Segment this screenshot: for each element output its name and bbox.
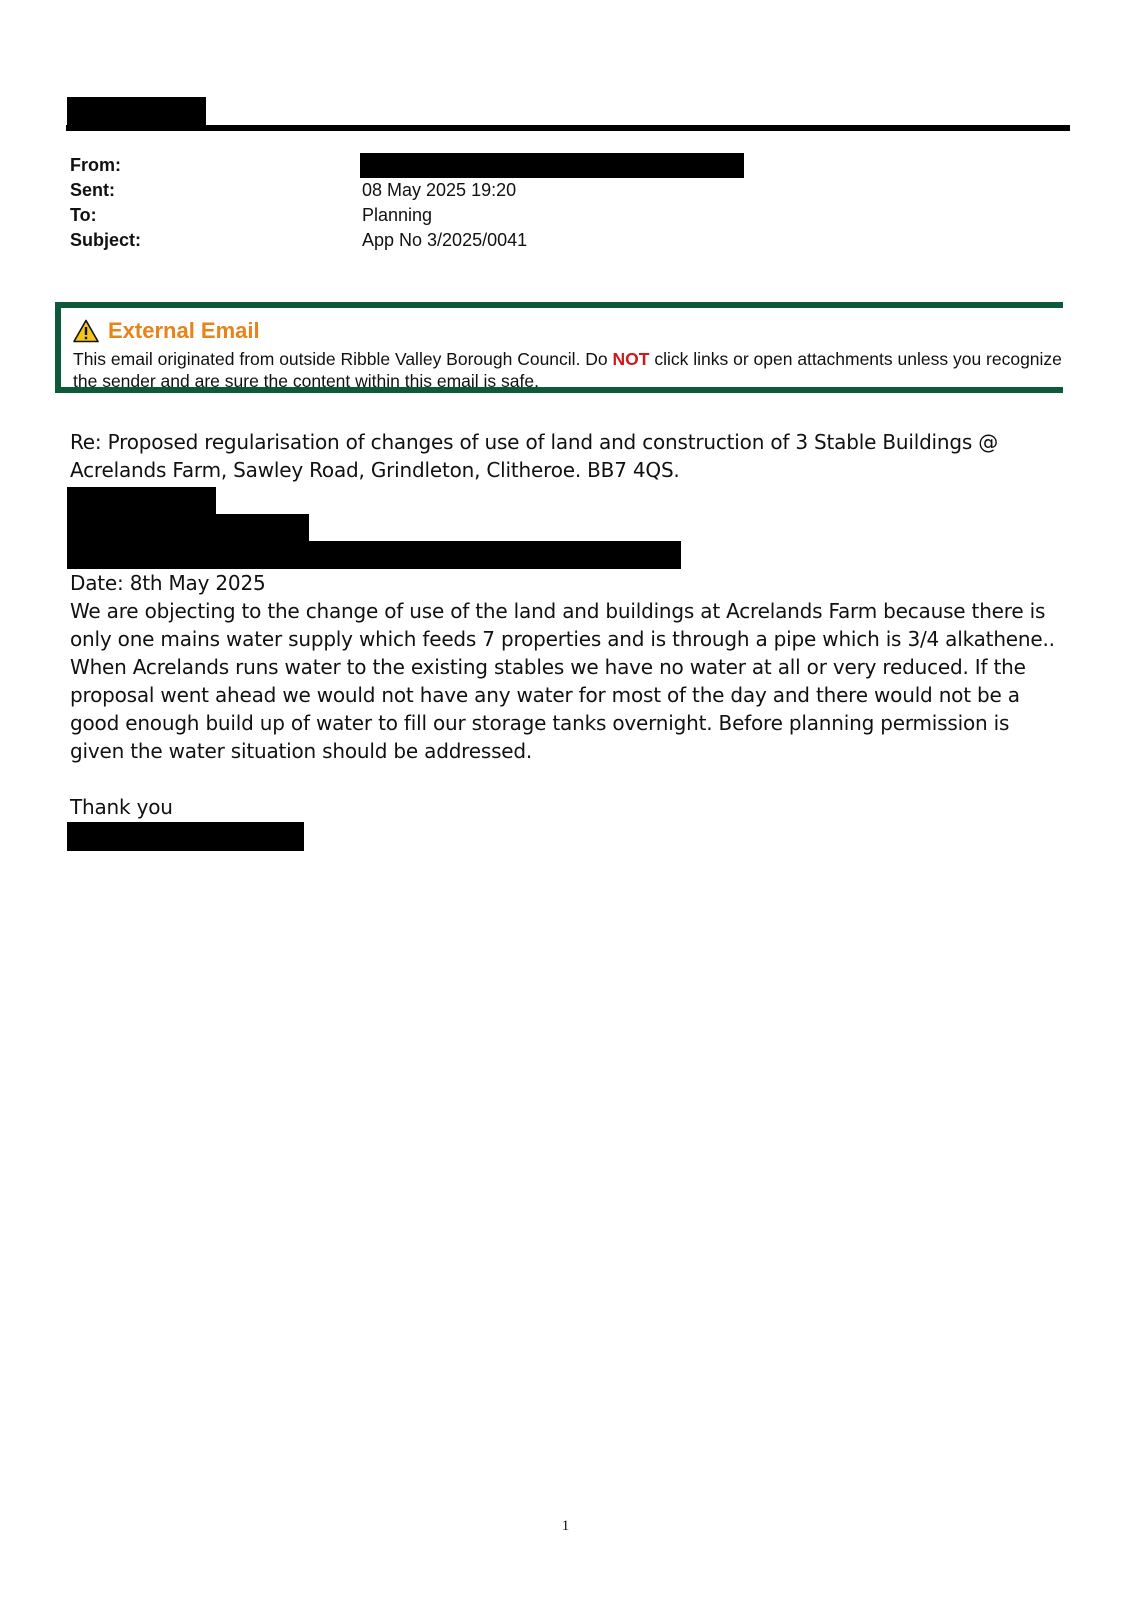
banner-title-row [73, 318, 260, 344]
date-line: Date: 8th May 2025 [70, 571, 266, 595]
redacted-address-line-2 [67, 514, 309, 541]
redacted-from-value [360, 153, 744, 178]
from-label: From: [70, 155, 121, 175]
banner-text-after: click links or open attachments unless you recognize the sender and are sure the content within this email is safe. [73, 349, 1062, 391]
banner-title: External Email [108, 318, 260, 343]
banner-text [73, 348, 1063, 392]
objection-paragraph: We are objecting to the change of use of the land and buildings at Acrelands Farm because there is only one mains water supply which feeds 7 properties and is through a pipe which is 3/4 alkathene.. When Acrelands runs water to the existing stables we have no water at all or very reduced. If the proposal went ahead we would not have any water for most of the day and there would not be a good enough build up of water to fill our storage tanks overnight. Before planning permission is given the water situation should be addressed. [70, 599, 1055, 763]
redacted-header-name [67, 97, 206, 127]
closing-line: Thank you [70, 795, 173, 819]
subject-label: Subject: [70, 230, 142, 250]
warning-icon [73, 319, 99, 343]
page-number: 1 [561, 1518, 570, 1534]
sent-label: Sent: [70, 180, 115, 200]
to-value: Planning [362, 205, 433, 225]
banner-text-before: This email originated from outside Ribble Valley Borough Council. Do [73, 349, 613, 369]
redacted-address-line-1 [67, 487, 216, 514]
header-rule [66, 125, 1070, 131]
subject-value: App No 3/2025/0041 [362, 230, 528, 250]
banner-emphasis: NOT [612, 349, 650, 369]
redacted-signature [67, 822, 304, 851]
re-line: Re: Proposed regularisation of changes of use of land and construction of 3 Stable Buildings @ Acrelands Farm, Sawley Road, Grindleton, Clitheroe. BB7 4QS. [70, 430, 999, 482]
external-email-banner [55, 302, 1063, 393]
redacted-address-line-3 [67, 541, 681, 569]
to-label: To: [70, 205, 97, 225]
sent-value: 08 May 2025 19:20 [362, 180, 517, 200]
